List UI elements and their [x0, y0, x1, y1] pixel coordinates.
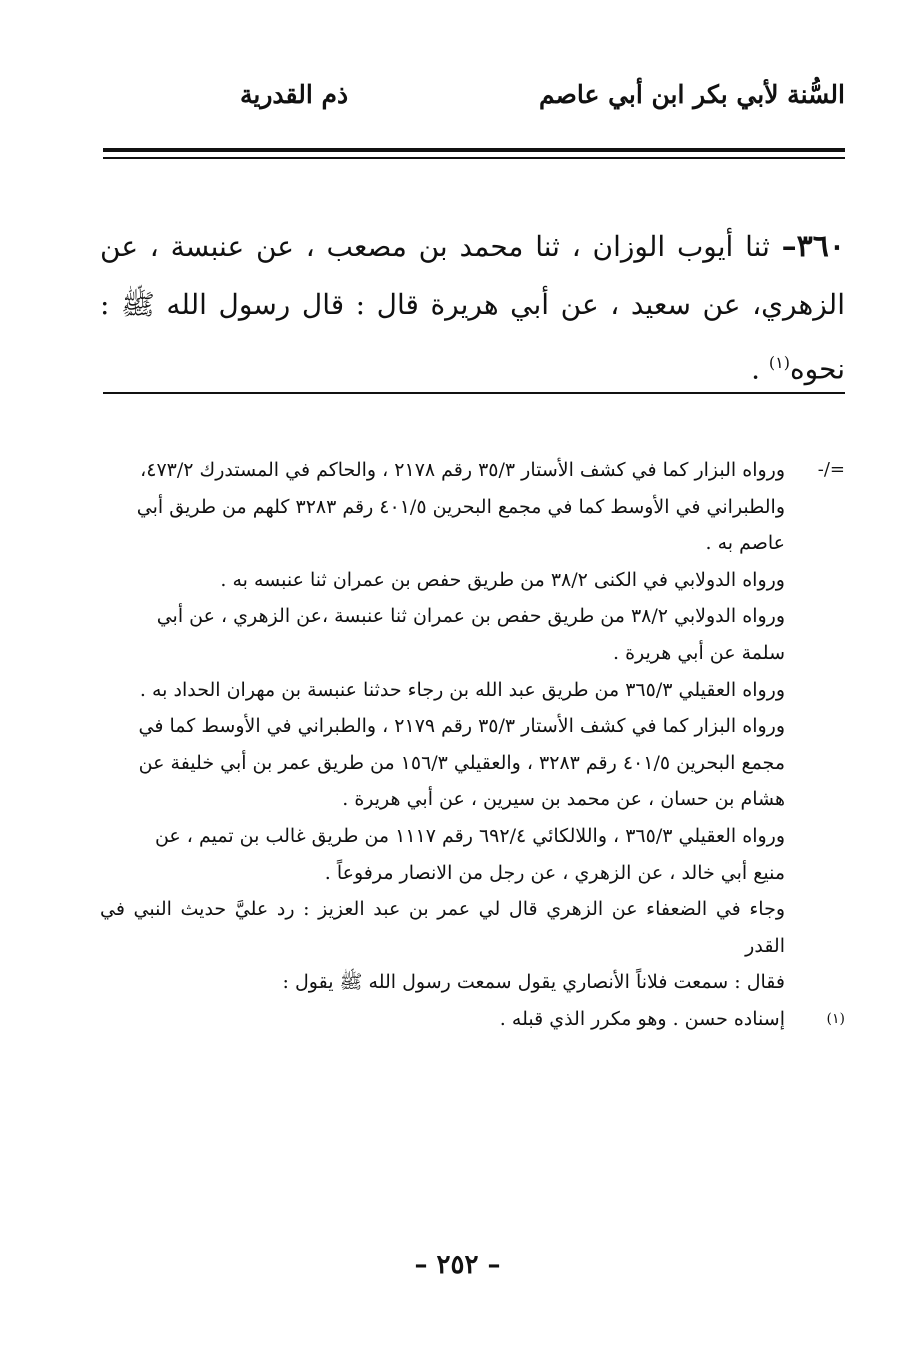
footnote-separator — [103, 392, 845, 394]
footnote-reference: (١) — [768, 353, 790, 372]
header-rule-thin — [103, 157, 845, 159]
note-line: عاصم به . — [705, 532, 785, 555]
continuation-marker: =/- — [817, 459, 845, 480]
note-line: ورواه البزار كما في كشف الأستار ٣٥/٣ رقم ٢١٧٩ ، والطبراني في الأوسط كما في — [138, 715, 785, 738]
running-header — [100, 80, 845, 120]
hadith-body: ثنا أيوب الوزان ، ثنا محمد بن مصعب ، عن عنبسة ، عن الزهري، عن سعيد ، عن أبي هريرة قال : قال رسول الله ﷺ : نحوه — [100, 230, 845, 386]
note-line: سلمة عن أبي هريرة . — [612, 641, 785, 664]
hadith-text — [100, 218, 845, 398]
footnotes — [100, 452, 845, 1038]
note-line: منيع أبي خالد ، عن الزهري ، عن رجل من الانصار مرفوعاً . — [324, 861, 785, 884]
note-line: ورواه الدولابي في الكنى ٣٨/٢ من طريق حفص بن عمران ثنا عنبسه به . — [220, 568, 785, 591]
page-number: – ٢٥٢ – — [414, 1250, 501, 1280]
footnote-text: إسناده حسن . وهو مكرر الذي قبله . — [499, 1007, 785, 1030]
note-line: والطبراني في الأوسط كما في مجمع البحرين ٤٠١/٥ رقم ٣٢٨٣ كلهم من طريق أبي — [136, 495, 785, 518]
note-line: ورواه العقيلي ٣٦٥/٣ من طريق عبد الله بن رجاء حدثنا عنبسة بن مهران الحداد به . — [139, 678, 785, 701]
chapter-title: ذم القدرية — [240, 80, 349, 109]
footnote-1 — [100, 1001, 845, 1038]
footnote-marker: (١) — [826, 1010, 845, 1027]
hadith-end: . — [751, 352, 769, 386]
header-rule-thick — [103, 148, 845, 152]
note-line: ورواه الدولابي ٣٨/٢ من طريق حفص بن عمران ثنا عنبسة ،عن الزهري ، عن أبي — [156, 605, 785, 628]
note-line: وجاء في الضعفاء عن الزهري قال لي عمر بن عبد العزيز : رد عليَّ حديث النبي في القدر — [100, 898, 785, 957]
continued-footnote — [100, 452, 845, 1001]
note-line: ورواه البزار كما في كشف الأستار ٣٥/٣ رقم ٢١٧٨ ، والحاكم في المستدرك ٤٧٣/٢، — [140, 459, 785, 481]
hadith-number: ٣٦٠– — [781, 229, 846, 264]
note-line: هشام بن حسان ، عن محمد بن سيرين ، عن أبي هريرة . — [342, 788, 785, 811]
note-line: ورواه العقيلي ٣٦٥/٣ ، واللالكائي ٦٩٢/٤ رقم ١١١٧ من طريق غالب بن تميم ، عن — [154, 824, 785, 847]
book-title: السُّنة لأبي بكر ابن أبي عاصم — [538, 80, 845, 109]
note-line: فقال : سمعت فلاناً الأنصاري يقول سمعت رسول الله ﷺ يقول : — [282, 971, 785, 994]
note-line: مجمع البحرين ٤٠١/٥ رقم ٣٢٨٣ ، والعقيلي ١٥٦/٣ من طريق عمر بن أبي خليفة عن — [138, 751, 785, 774]
